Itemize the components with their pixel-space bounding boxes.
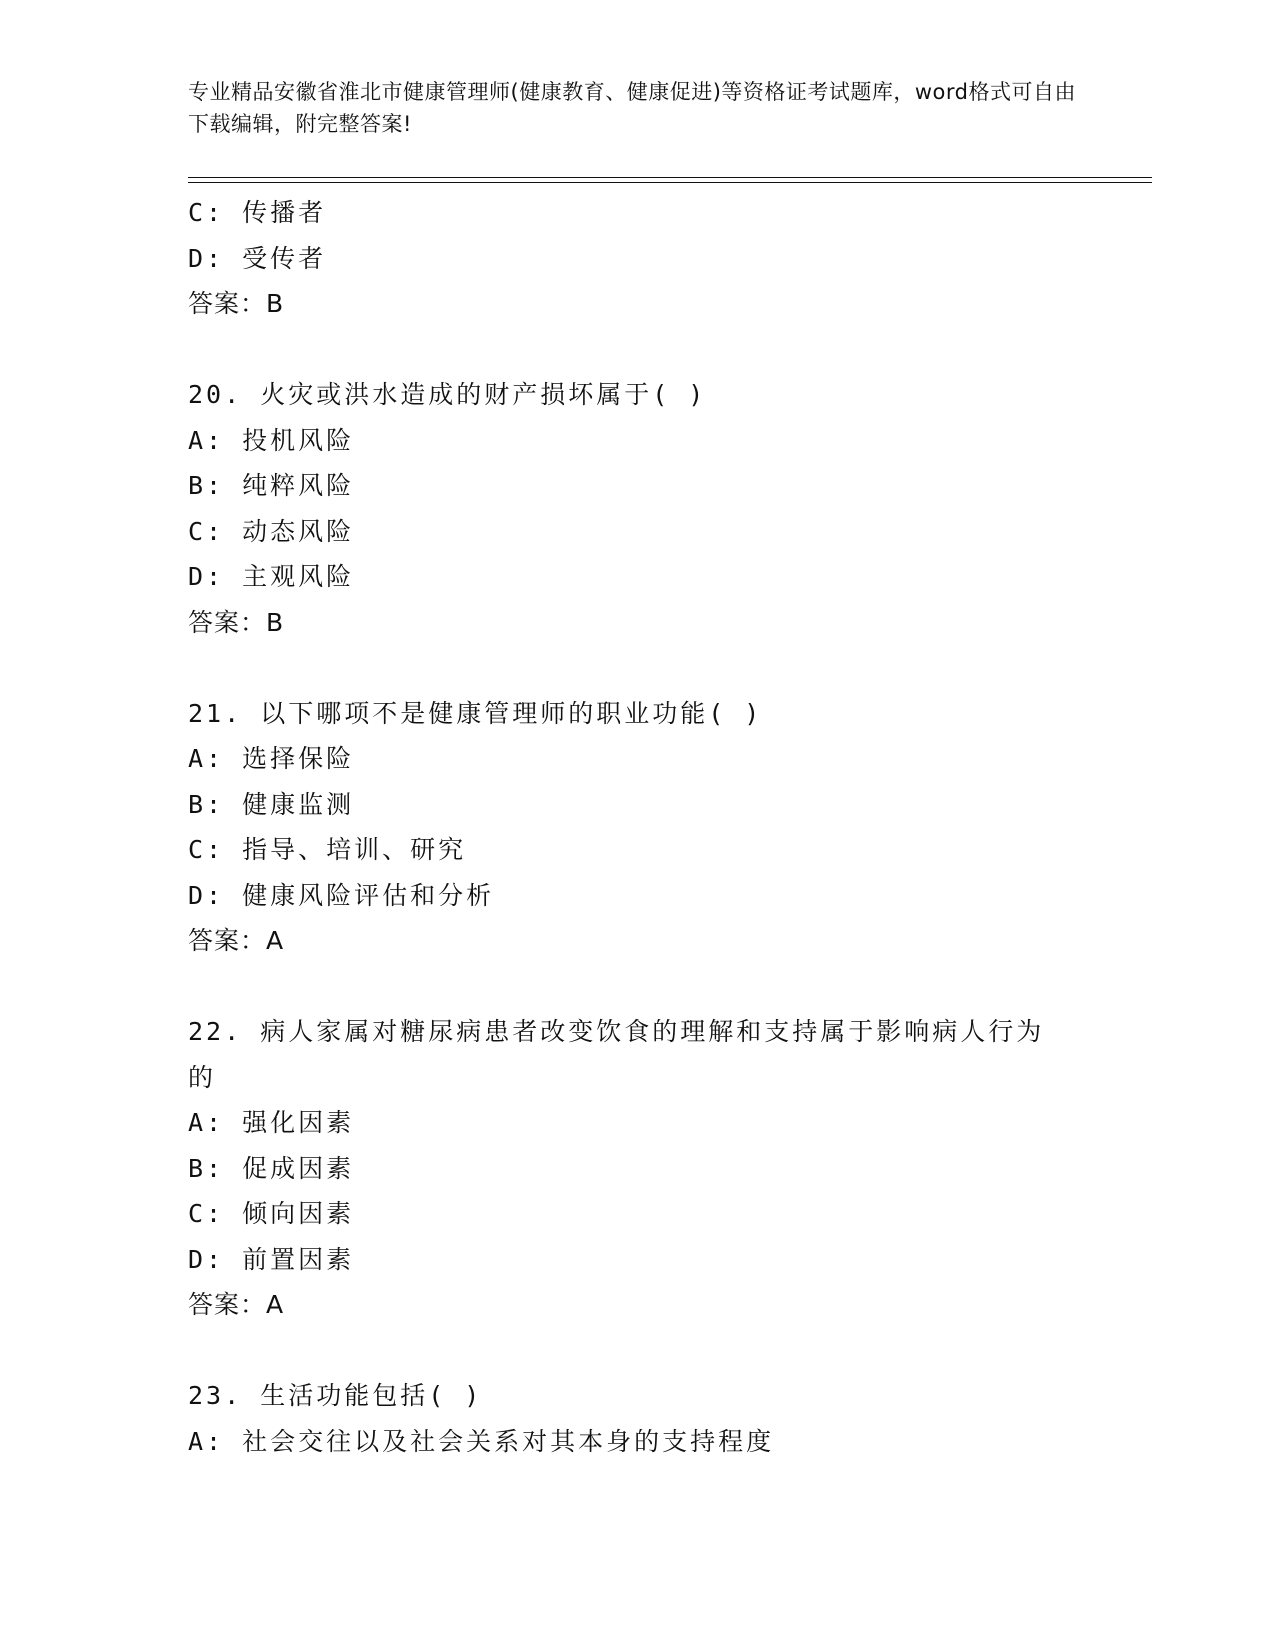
option-c: C: 动态风险 (188, 516, 355, 546)
question-stem-line-2: 的 (188, 1062, 217, 1092)
answer: 答案：A (188, 1290, 285, 1319)
option-a: A: 选择保险 (188, 744, 355, 773)
option-d: D: 前置因素 (188, 1244, 355, 1274)
question-stem-line-1: 22. 病人家属对糖尿病患者改变饮食的理解和支持属于影响病人行为 (188, 1017, 1045, 1046)
option-c: C: 指导、培训、研究 (188, 835, 467, 864)
question-stem: 21. 以下哪项不是健康管理师的职业功能( ) (188, 698, 763, 728)
option-d: D: 受传者 (188, 243, 327, 273)
option-a: A: 投机风险 (188, 425, 355, 455)
header-rule-top (188, 177, 1152, 178)
option-d: D: 主观风险 (188, 562, 355, 591)
option-b: B: 纯粹风险 (188, 471, 355, 500)
option-b: B: 促成因素 (188, 1153, 355, 1183)
question-stem: 20. 火灾或洪水造成的财产损坏属于( ) (188, 380, 707, 409)
spacer (188, 327, 1088, 373)
header-rule-bottom (188, 182, 1152, 183)
answer: 答案：B (188, 289, 285, 318)
document-header: 专业精品安徽省淮北市健康管理师(健康教育、健康促进)等资格证考试题库，word格式可自由下载编辑，附完整答案! (188, 80, 1077, 136)
question-19 (188, 190, 1088, 327)
question-stem: 23. 生活功能包括( ) (188, 1381, 483, 1410)
option-d: D: 健康风险评估和分析 (188, 880, 495, 910)
spacer (188, 1328, 1088, 1374)
answer: 答案：B (188, 607, 285, 637)
option-a: A: 强化因素 (188, 1108, 355, 1137)
spacer (188, 964, 1088, 1010)
option-c: C: 倾向因素 (188, 1199, 355, 1228)
question-21 (188, 691, 1088, 964)
option-b: B: 健康监测 (188, 789, 355, 819)
option-c: C: 传播者 (188, 198, 327, 227)
question-list (188, 190, 1088, 1464)
question-20 (188, 372, 1088, 645)
question-23 (188, 1373, 1088, 1464)
spacer (188, 645, 1088, 691)
question-22 (188, 1009, 1088, 1328)
option-a: A: 社会交往以及社会关系对其本身的支持程度 (188, 1426, 775, 1456)
answer: 答案：A (188, 926, 285, 955)
